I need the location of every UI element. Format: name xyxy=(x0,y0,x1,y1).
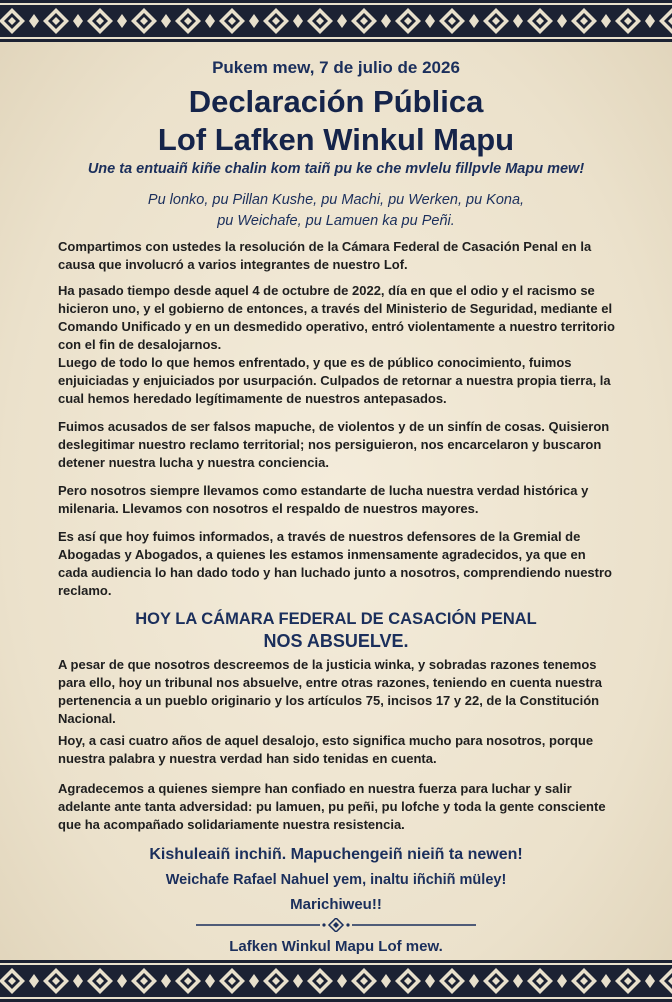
paragraph-5: Pero nosotros siempre llevamos como estandarte de lucha nuestra verdad histórica y milenaria. Llevamos con nosotros el respaldo de nuestros mayores. xyxy=(58,483,589,516)
page-title: Declaración Pública xyxy=(188,84,484,119)
headline-line-2: NOS ABSUELVE. xyxy=(263,631,409,651)
signature: Lafken Winkul Mapu Lof mew. xyxy=(229,938,443,955)
headline-line-1: HOY LA CÁMARA FEDERAL DE CASACIÓN PENAL xyxy=(135,610,537,628)
headline xyxy=(0,608,672,652)
paragraph-8: Hoy, a casi cuatro años de aquel desalojo, esto significa mucho para nosotros, porque nuestra palabra y nuestra verdad han sido tenidas en cuenta. xyxy=(58,733,594,766)
paragraph-9: Agradecemos a quienes siempre han confiado en nuestra fuerza para luchar y salir adelante ante tanta adversidad: pu lamuen, pu peñi, pu lofche y toda la gente consciente que ha acompañado solidariamente nuestra resistencia. xyxy=(58,781,606,832)
closing-line-1: Kishuleaiñ inchiñ. Mapuchengeiñ nieiñ ta newen! xyxy=(149,846,523,863)
paragraph-6: Es así que hoy fuimos informados, a través de nuestros defensores de la Gremial de Abogadas y Abogados, a quienes les estamos inmensamente agradecidos, ya que en cada audiencia lo han dado todo y han luchado junto a nosotros, comprendiendo nuestro reclamo. xyxy=(58,529,612,598)
greeting-line-2: pu Weichafe, pu Lamuen ka pu Peñi. xyxy=(217,213,455,229)
greeting xyxy=(0,190,672,232)
paragraph-4: Fuimos acusados de ser falsos mapuche, de violentos y de un sinfín de cosas. Quisieron deslegitimar nuestro reclamo territorial; nos persiguieron, nos encarcelaron y buscaron detener nuestra lucha y nuestra conciencia. xyxy=(58,419,610,470)
greeting-line-1: Pu lonko, pu Pillan Kushe, pu Machi, pu Werken, pu Kona, xyxy=(147,192,525,208)
closing-line-3: Marichiweu!! xyxy=(290,896,382,913)
paragraph-2: Ha pasado tiempo desde aquel 4 de octubre de 2022, día en que el odio y el racismo se hicieron uno, y el gobierno de entonces, a través del Ministerio de Seguridad, mediante el Comando Unificado y en un desmedido operativo, entró violentamente a nuestro territorio con el fin de desalojarnos. xyxy=(58,283,615,352)
date-line: Pukem mew, 7 de julio de 2026 xyxy=(212,58,460,77)
subtitle: Une ta entuaiñ kiñe chalin kom taiñ pu ke che mvlelu fillpvle Mapu mew! xyxy=(87,161,585,177)
paragraph-7: A pesar de que nosotros descreemos de la justicia winka, y sobradas razones tenemos para ello, hoy un tribunal nos absuelve, entre otras razones, teniendo en cuenta nuestra pertenencia a un pueblo originario y los artículos 75, incisos 17 y 22, de la Constitución Nacional. xyxy=(58,657,602,726)
paragraph-1: Compartimos con ustedes la resolución de la Cámara Federal de Casación Penal en la causa que involucró a varios integrantes de nuestro Lof. xyxy=(58,239,592,272)
bottom-border-pattern xyxy=(0,960,672,1002)
top-border-pattern xyxy=(0,0,672,42)
page-title-community: Lof Lafken Winkul Mapu xyxy=(157,122,515,157)
ornament-divider xyxy=(196,918,476,932)
closing-line-2: Weichafe Rafael Nahuel yem, inaltu iñchiñ müley! xyxy=(165,872,507,888)
paragraph-3: Luego de todo lo que hemos enfrentado, y que es de público conocimiento, fuimos enjuiciadas y enjuiciados por usurpación. Culpados de retornar a nuestra propia tierra, la cual hemos heredado legítimamente de nuestros antepasados. xyxy=(58,355,611,406)
